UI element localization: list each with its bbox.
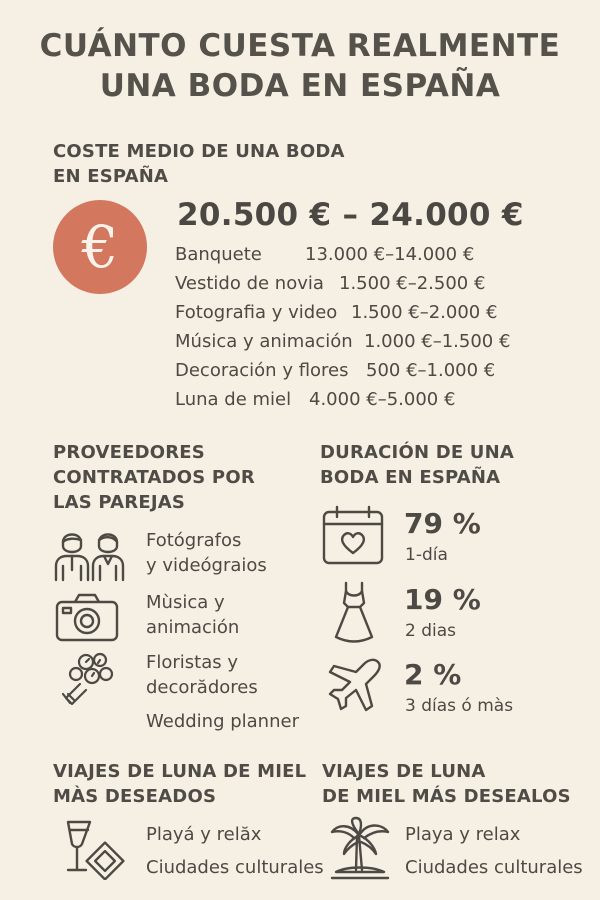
- viajes-left-heading-line-1: VIAJES DE LUNA DE MIEL: [53, 761, 307, 782]
- viajes-right-heading: [322, 759, 571, 809]
- coste-heading: [53, 139, 345, 189]
- provider-line: animación: [146, 617, 240, 638]
- provider-line: Mùsica y: [146, 592, 225, 613]
- palm-island-icon: [328, 816, 392, 882]
- cocktail-icon: [62, 818, 130, 880]
- provider-line: Floristas y: [146, 652, 238, 673]
- duration-percent: 19 %: [404, 583, 481, 616]
- euro-icon: €: [53, 200, 147, 294]
- viajes-left-item: Playá y relăx: [146, 824, 262, 845]
- viajes-right-heading-line-1: VIAJES DE LUNA: [322, 761, 486, 782]
- cost-item-label: Música y animación: [175, 331, 353, 352]
- cost-item-value: 1.000 €–1.500 €: [364, 331, 511, 352]
- proveedores-heading-line-3: LAS PAREJAS: [53, 492, 186, 513]
- viajes-left-item: Ciudades culturales: [146, 857, 324, 878]
- provider-line: decorădores: [146, 677, 258, 698]
- provider-item: [146, 528, 267, 578]
- viajes-right-heading-line-2: DE MIEL MÁS DESEALOS: [322, 786, 571, 807]
- duration-label: 2 dias: [405, 621, 457, 641]
- provider-line: Fotógrafos: [146, 530, 242, 551]
- cost-item: [175, 360, 495, 381]
- viajes-right-item: Ciudades culturales: [405, 857, 583, 878]
- cost-item-value: 1.500 €–2.500 €: [339, 273, 486, 294]
- bouquet-icon: [58, 648, 120, 706]
- duration-label: 1-día: [405, 545, 448, 565]
- viajes-left-heading: [53, 759, 306, 809]
- page-title: [0, 26, 600, 106]
- coste-heading-line-1: COSTE MEDIO DE UNA BODA: [53, 141, 345, 162]
- viajes-left-heading-line-2: MÀS DESEADOS: [53, 786, 217, 807]
- provider-item: [146, 590, 239, 640]
- cost-item-value: 4.000 €–5.000 €: [309, 389, 456, 410]
- cost-item-label: Fotografia y video: [175, 302, 338, 323]
- duration-percent: 2 %: [404, 658, 462, 691]
- duration-label: 3 días ó màs: [405, 696, 514, 716]
- title-line-2: UNA BODA EN ESPAÑA: [99, 68, 501, 104]
- cost-item: [175, 302, 497, 323]
- proveedores-heading-line-1: PROVEEDORES: [53, 442, 205, 463]
- couple-icon: [53, 526, 129, 582]
- duracion-heading-line-2: BODA EN ESPAÑA: [320, 467, 501, 488]
- duracion-heading-line-1: DURACIÓN DE UNA: [320, 442, 515, 463]
- cost-item-label: Decoración y flores: [175, 360, 349, 381]
- provider-item: [146, 709, 299, 734]
- cost-item-label: Luna de miel: [175, 389, 292, 410]
- duracion-heading: [320, 440, 514, 490]
- cost-item: [175, 273, 485, 294]
- cost-item: [175, 331, 510, 352]
- cost-item-label: Banquete: [175, 244, 262, 265]
- cost-item-value: 500 €–1.000 €: [366, 360, 496, 381]
- proveedores-heading-line-2: CONTRATADOS POR: [53, 467, 255, 488]
- provider-item: [146, 650, 258, 700]
- cost-item-value: 13.000 €–14.000 €: [305, 244, 475, 265]
- provider-line: y videógraios: [146, 555, 267, 576]
- camera-icon: [55, 592, 119, 642]
- viajes-right-item: Playa y relax: [405, 824, 521, 845]
- cost-item-value: 1.500 €–2.000 €: [351, 302, 498, 323]
- provider-line: Wedding planner: [146, 711, 299, 732]
- cost-item: [175, 244, 474, 265]
- title-line-1: CUÁNTO CUESTA REALMENTE: [39, 28, 561, 64]
- proveedores-heading: [53, 440, 255, 515]
- cost-item-label: Vestido de novia: [175, 273, 324, 294]
- total-cost: 20.500 € – 24.000 €: [177, 197, 524, 233]
- dress-icon: [330, 581, 378, 643]
- calendar-heart-icon: [322, 505, 384, 565]
- cost-item: [175, 389, 455, 410]
- airplane-icon: [326, 656, 384, 714]
- duration-percent: 79 %: [404, 507, 481, 540]
- coste-heading-line-2: EN ESPAÑA: [53, 166, 169, 187]
